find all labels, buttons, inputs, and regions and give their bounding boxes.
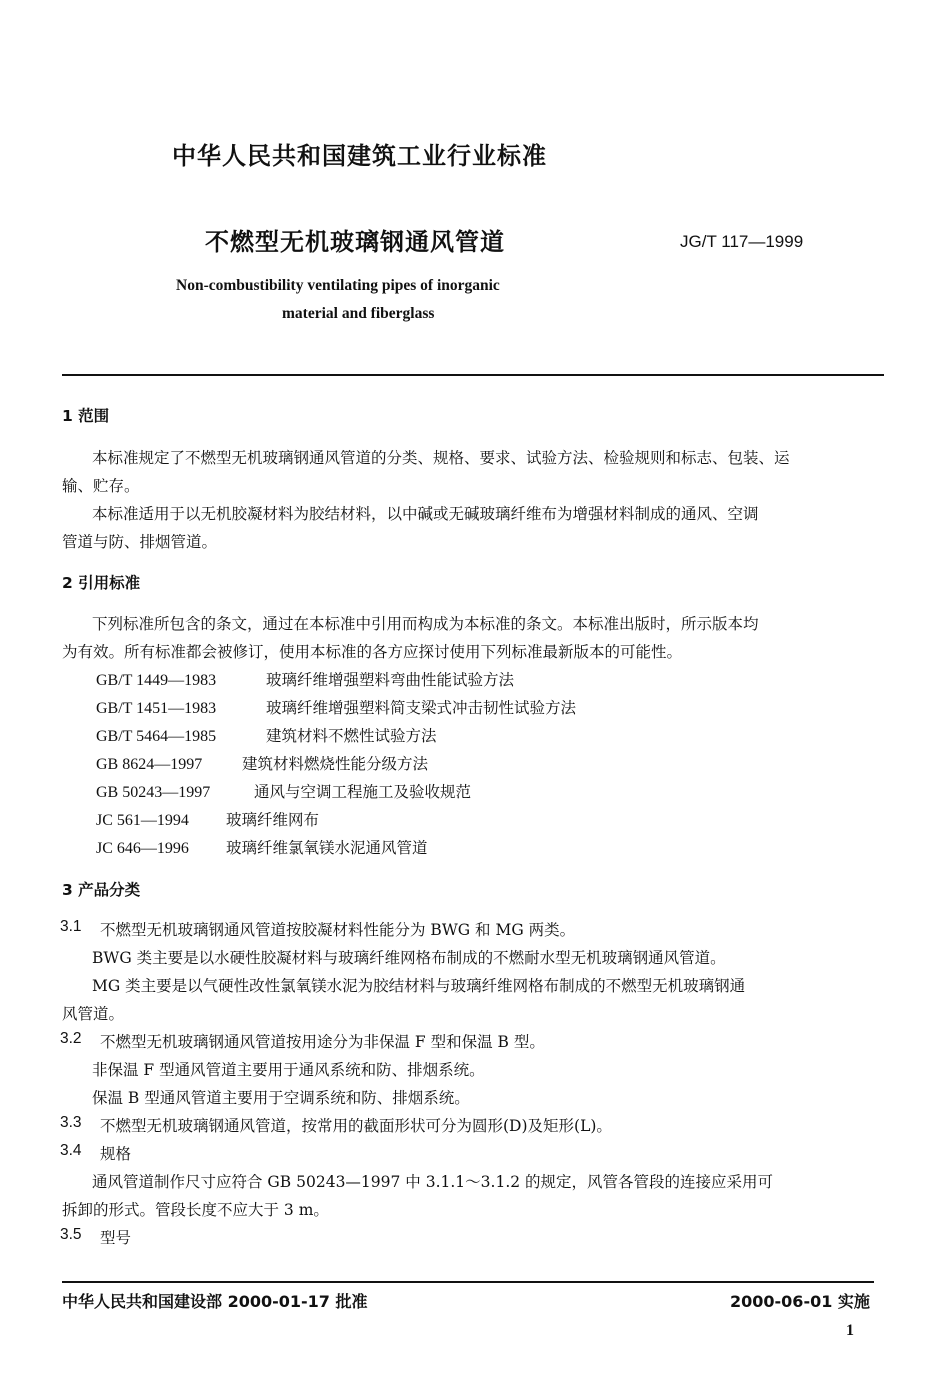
reference-title: 玻璃纤维氯氧镁水泥通风管道 bbox=[226, 839, 428, 857]
reference-title: 建筑材料不燃性试验方法 bbox=[266, 727, 437, 745]
header-divider bbox=[62, 374, 884, 376]
reference-code: GB/T 1449—1983 bbox=[96, 672, 217, 689]
clause-3-1-number: 3.1 bbox=[60, 918, 82, 935]
section-2-paragraph-line-1: 下列标准所包含的条文，通过在本标准中引用而构成为本标准的条文。本标准出版时，所示版本均 bbox=[92, 615, 759, 633]
clause-3-4-paragraph-line-2: 拆卸的形式。管段长度不应大于 3 m。 bbox=[62, 1201, 329, 1219]
clause-3-2-f-type-description: 非保温 F 型通风管道主要用于通风系统和防、排烟系统。 bbox=[92, 1061, 485, 1079]
clause-3-5-heading: 型号 bbox=[100, 1229, 132, 1247]
section-3-heading: 3 产品分类 bbox=[62, 881, 141, 899]
clause-3-5-number: 3.5 bbox=[60, 1226, 82, 1243]
clause-3-4-number: 3.4 bbox=[60, 1142, 82, 1159]
page-number: 1 bbox=[846, 1322, 854, 1339]
clause-3-4-paragraph-line-1: 通风管道制作尺寸应符合 GB 50243—1997 中 3.1.1～3.1.2 的规定，风管各管段的连接应采用可 bbox=[92, 1173, 774, 1191]
reference-code: GB 50243—1997 bbox=[96, 784, 211, 801]
section-2-heading: 2 引用标准 bbox=[62, 574, 141, 592]
clause-3-2-text: 不燃型无机玻璃钢通风管道按用途分为非保温 F 型和保温 B 型。 bbox=[100, 1033, 545, 1051]
clause-3-1-text: 不燃型无机玻璃钢通风管道按胶凝材料性能分为 BWG 和 MG 两类。 bbox=[100, 921, 576, 939]
approval-line: 中华人民共和国建设部 2000-01-17 批准 bbox=[62, 1292, 368, 1311]
clause-3-1-bwg-description: BWG 类主要是以水硬性胶凝材料与玻璃纤维网格布制成的不燃耐水型无机玻璃钢通风管道。 bbox=[92, 949, 726, 967]
section-1-paragraph-2-line-2: 管道与防、排烟管道。 bbox=[62, 533, 218, 551]
clause-3-3-number: 3.3 bbox=[60, 1114, 82, 1131]
english-title-line-2: material and fiberglass bbox=[282, 305, 435, 322]
reference-title: 玻璃纤维增强塑料弯曲性能试验方法 bbox=[266, 671, 515, 689]
reference-title: 通风与空调工程施工及验收规范 bbox=[254, 783, 472, 801]
reference-item bbox=[96, 668, 514, 690]
reference-item bbox=[96, 696, 576, 718]
section-1-paragraph-1-line-2: 输、贮存。 bbox=[62, 477, 140, 495]
reference-item bbox=[96, 808, 319, 830]
reference-item bbox=[96, 836, 428, 858]
reference-item bbox=[96, 752, 428, 774]
clause-3-3-text: 不燃型无机玻璃钢通风管道，按常用的截面形状可分为圆形(D)及矩形(L)。 bbox=[100, 1117, 612, 1135]
english-title-line-1: Non-combustibility ventilating pipes of inorganic bbox=[176, 277, 500, 294]
reference-item bbox=[96, 724, 437, 746]
reference-title: 玻璃纤维网布 bbox=[226, 811, 320, 829]
clause-3-1-mg-description-line-1: MG 类主要是以气硬性改性氯氧镁水泥为胶结材料与玻璃纤维网格布制成的不燃型无机玻璃钢通 bbox=[92, 977, 746, 995]
reference-code: GB/T 1451—1983 bbox=[96, 700, 217, 717]
clause-3-2-number: 3.2 bbox=[60, 1030, 82, 1047]
section-1-heading: 1 范围 bbox=[62, 407, 110, 425]
clause-3-2-b-type-description: 保温 B 型通风管道主要用于空调系统和防、排烟系统。 bbox=[92, 1089, 470, 1107]
effective-date-line: 2000-06-01 实施 bbox=[730, 1292, 870, 1311]
section-2-paragraph-line-2: 为有效。所有标准都会被修订，使用本标准的各方应探讨使用下列标准最新版本的可能性。 bbox=[62, 643, 683, 661]
issuing-organization: 中华人民共和国建筑工业行业标准 bbox=[172, 142, 547, 170]
reference-code: GB/T 5464—1985 bbox=[96, 728, 217, 745]
clause-3-4-heading: 规格 bbox=[100, 1145, 132, 1163]
reference-code: JC 646—1996 bbox=[96, 840, 189, 857]
reference-title: 建筑材料燃烧性能分级方法 bbox=[242, 755, 429, 773]
reference-code: GB 8624—1997 bbox=[96, 756, 203, 773]
standard-code: JG/T 117—1999 bbox=[680, 232, 804, 251]
reference-code: JC 561—1994 bbox=[96, 812, 189, 829]
clause-3-1-mg-description-line-2: 风管道。 bbox=[62, 1005, 125, 1023]
document-title: 不燃型无机玻璃钢通风管道 bbox=[205, 228, 505, 256]
reference-item bbox=[96, 780, 471, 802]
reference-title: 玻璃纤维增强塑料简支梁式冲击韧性试验方法 bbox=[266, 699, 577, 717]
footer-divider bbox=[62, 1281, 874, 1283]
section-1-paragraph-2-line-1: 本标准适用于以无机胶凝材料为胶结材料，以中碱或无碱玻璃纤维布为增强材料制成的通风、空调 bbox=[92, 505, 759, 523]
section-1-paragraph-1-line-1: 本标准规定了不燃型无机玻璃钢通风管道的分类、规格、要求、试验方法、检验规则和标志、包装、运 bbox=[92, 449, 790, 467]
